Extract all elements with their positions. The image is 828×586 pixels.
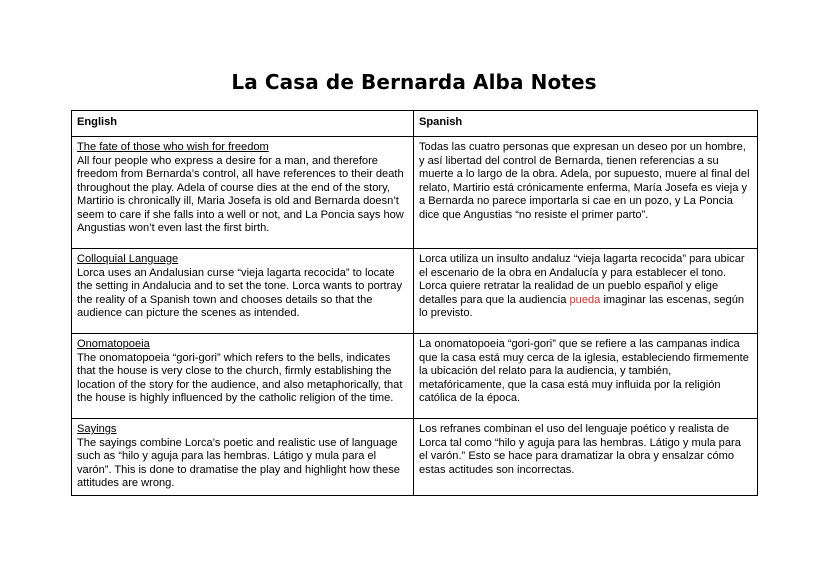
english-text: Lorca uses an Andalusian curse “vieja lagarta recocida” to locate the setting in Andalucia and to set the tone. Lorca wants to portray the reality of a Spanish town and chooses details so that the audience can picture the scenes as intended. <box>77 266 403 319</box>
spanish-cell <box>414 249 758 334</box>
english-text: The onomatopoeia “gori-gori” which refers to the bells, indicates that the house is very close to the church, firmly establishing the location of the story for the audience, and also metaphorically, that the house is highly influenced by the catholic religion of the time. <box>77 351 403 404</box>
table-row <box>72 249 758 334</box>
table-row <box>72 137 758 249</box>
row-heading: Onomatopoeia <box>77 338 150 350</box>
row-heading: The fate of those who wish for freedom <box>77 141 269 153</box>
table-row <box>72 334 758 419</box>
english-cell <box>72 334 414 419</box>
english-text: All four people who express a desire for a man, and therefore freedom from Bernarda’s control, all have references to their death throughout the play. Adela of course dies at the end of the story, Martirio is chronically ill, Maria Josefa is old and Bernarda doesn’t seem to care if she falls into a well or not, and La Poncia says how Angustias won’t even last the first birth. <box>77 154 404 234</box>
row-heading: Sayings <box>77 423 117 435</box>
spanish-text-end: imaginar las escenas, según lo previsto. <box>419 293 745 319</box>
highlighted-word: pueda <box>569 293 601 306</box>
spanish-cell <box>414 334 758 419</box>
table-row <box>72 419 758 496</box>
page-title: La Casa de Bernarda Alba Notes <box>231 70 597 94</box>
spanish-text: Todas las cuatro personas que expresan un deseo por un hombre, y así libertad del control de Bernarda, tienen referencias a su muerte a lo largo de la obra. Adela, por supuesto, muere al final del relato, Martirio está crónicamente enferma, María Josefa es vieja y a Bernarda no parece importarla si cae en un pozo, y La Poncia dice que Angustias “no resiste el primer parto”. <box>419 141 750 221</box>
spanish-text: Lorca utiliza un insulto andaluz “vieja lagarta recocida” para ubicar el escenario de la obra en Andalucía y para establecer el tono. Lorca quiere retratar la realidad de un pueblo español y elige detalles para que la audiencia <box>419 253 745 306</box>
english-cell <box>72 419 414 496</box>
column-header-english: English <box>72 111 414 137</box>
spanish-cell <box>414 419 758 496</box>
spanish-text: La onomatopoeia “gori-gori” que se refiere a las campanas indica que la casa está muy cerca de la iglesia, estableciendo firmemente la ubicación del relato para la audiencia, y también, metafóricamente, que la casa está muy influida por la religión católica de la época. <box>419 338 749 404</box>
table-header-row <box>72 111 758 137</box>
english-text: The sayings combine Lorca’s poetic and realistic use of language such as “hilo y aguja para las hembras. Látigo y mula para el varón”. This is done to dramatise the play and highlight how these attitudes are wrong. <box>77 436 400 489</box>
spanish-text: Los refranes combinan el uso del lenguaje poético y realista de Lorca tal como “hilo y aguja para las hembras. Látigo y mula para el varón.” Esto se hace para dramatizar la obra y ensalzar cómo estas actitudes son incorrectas. <box>419 423 741 476</box>
english-cell <box>72 249 414 334</box>
english-cell <box>72 137 414 249</box>
notes-table <box>71 110 758 496</box>
column-header-spanish: Spanish <box>414 111 758 137</box>
spanish-cell <box>414 137 758 249</box>
row-heading: Colloquial Language <box>77 253 179 265</box>
